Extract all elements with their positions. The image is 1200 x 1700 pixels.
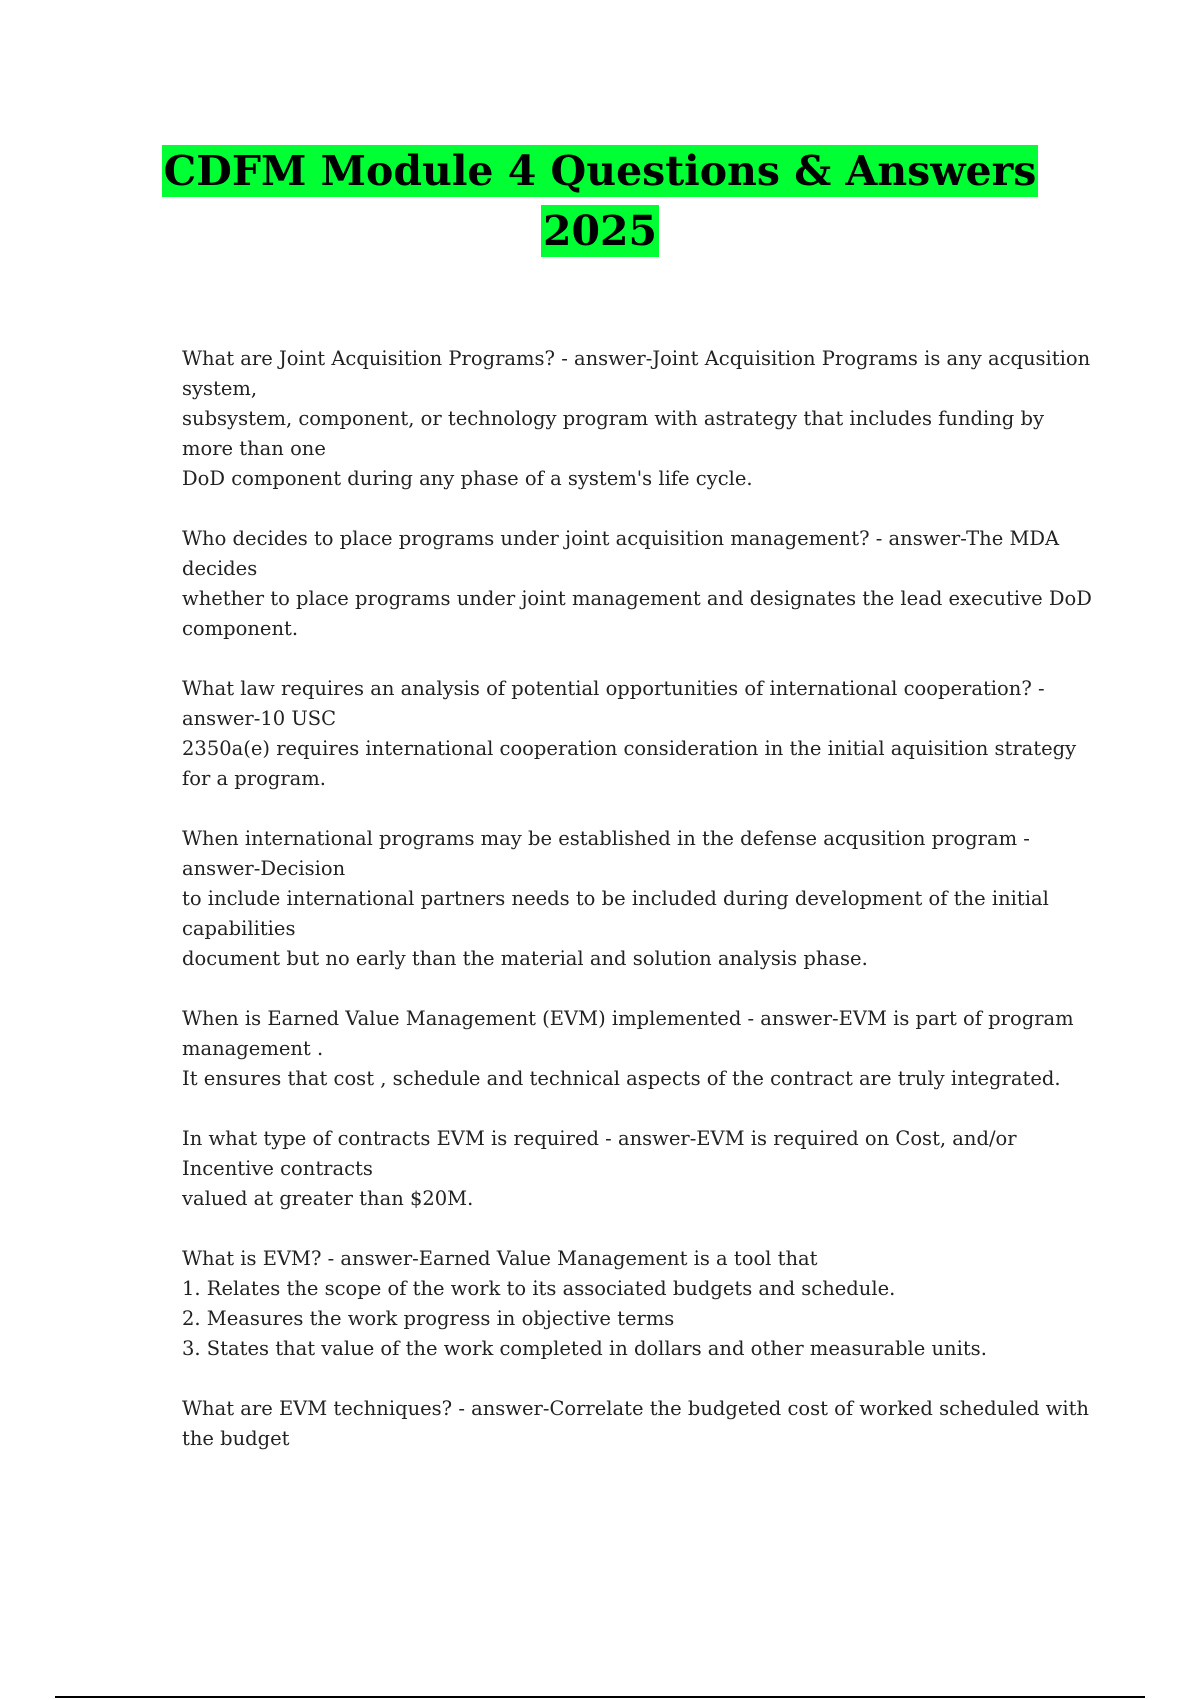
qa-text-line: When international programs may be established in the defense acqusition program - [182,827,1030,850]
qa-item [182,1244,1062,1364]
qa-text-line: Who decides to place programs under joint acquisition management? - answer-The MDA [182,527,1060,550]
qa-text-line: What are EVM techniques? - answer-Correlate the budgeted cost of worked scheduled with [182,1397,1089,1420]
qa-text-line: 2. Measures the work progress in objective terms [182,1307,675,1330]
qa-text-line: document but no early than the material and solution analysis phase. [182,947,868,970]
qa-text-line: answer-Decision [182,857,346,880]
qa-item [182,1124,1062,1214]
qa-text-line: component. [182,617,299,640]
footer-divider [55,1696,1145,1698]
qa-text-line: more than one [182,437,326,460]
document-title [0,145,1200,265]
qa-text-line: whether to place programs under joint management and designates the lead executive DoD [182,587,1092,610]
qa-text-line: valued at greater than $20M. [182,1187,474,1210]
qa-text-line: It ensures that cost , schedule and technical aspects of the contract are truly integrated. [182,1067,1061,1090]
qa-text-line: DoD component during any phase of a system's life cycle. [182,467,753,490]
qa-text-line: Incentive contracts [182,1157,373,1180]
title-line-2: 2025 [542,207,658,255]
title-line-1: CDFM Module 4 Questions & Answers [163,147,1037,195]
qa-item [182,524,1092,644]
qa-text-line: 2350a(e) requires international cooperation consideration in the initial aquisition strategy [182,737,1077,760]
qa-item [182,1004,1074,1094]
qa-item [182,824,1062,974]
qa-text-line: decides [182,557,258,580]
qa-text-line: for a program. [182,767,326,790]
qa-text-line: answer-10 USC [182,707,337,730]
qa-text-line: In what type of contracts EVM is required - answer-EVM is required on Cost, and/or [182,1127,1017,1150]
qa-item [182,344,1091,494]
qa-text-line: 1. Relates the scope of the work to its associated budgets and schedule. [182,1277,896,1300]
qa-text-line: subsystem, component, or technology program with astrategy that includes funding by [182,407,1044,430]
qa-item [182,1394,1089,1454]
qa-text-line: to include international partners needs to be included during development of the initial [182,887,1049,910]
qa-text-line: system, [182,377,258,400]
qa-item [182,674,1077,794]
qa-text-line: 3. States that value of the work completed in dollars and other measurable units. [182,1337,987,1360]
qa-text-line: When is Earned Value Management (EVM) implemented - answer-EVM is part of program [182,1007,1074,1030]
qa-text-line: the budget [182,1427,290,1450]
qa-text-line: capabilities [182,917,296,940]
qa-text-line: What are Joint Acquisition Programs? - answer-Joint Acquisition Programs is any acqusition [182,347,1091,370]
qa-text-line: management . [182,1037,324,1060]
qa-text-line: What law requires an analysis of potential opportunities of international cooperation? - [182,677,1045,700]
qa-text-line: What is EVM? - answer-Earned Value Management is a tool that [182,1247,818,1270]
qa-list [182,344,1092,1484]
